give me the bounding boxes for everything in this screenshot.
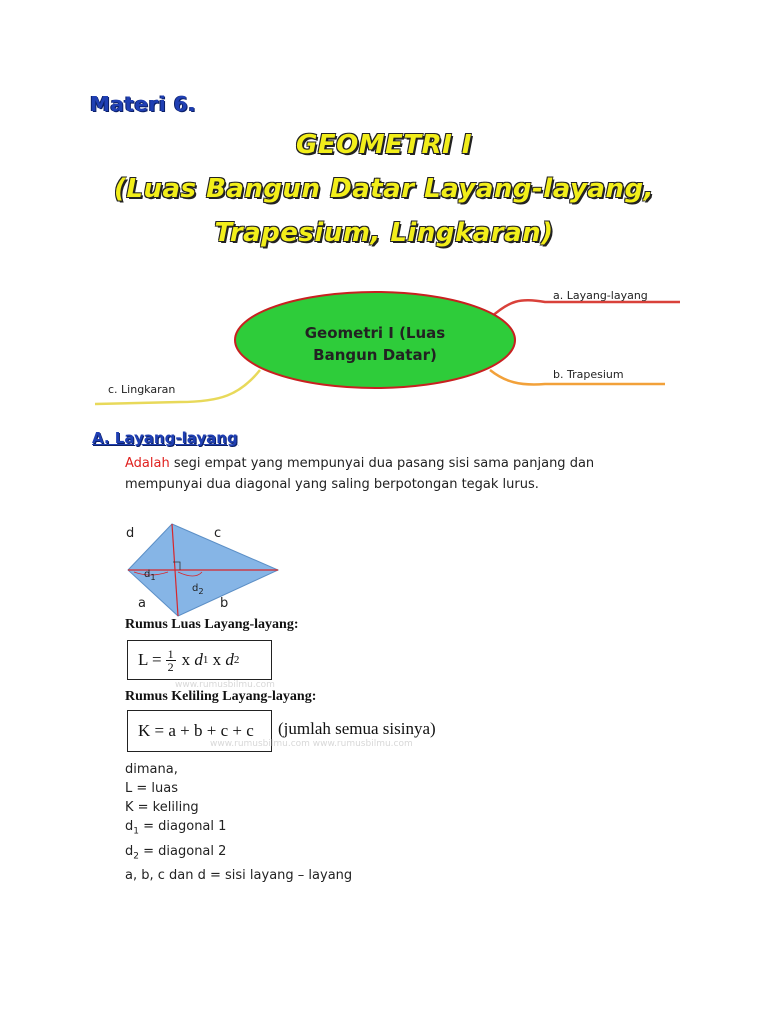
kite-label-d: d — [126, 526, 135, 541]
luas-formula-box: L = $\frac{1}{2}$ x d 1 x d 2 — [127, 640, 272, 680]
def-sides: a, b, c dan d = sisi layang – layang — [125, 868, 353, 884]
branch-a-label: a. Layang-layang — [553, 289, 648, 302]
kite-label-c: c — [214, 526, 222, 541]
branch-a-line — [490, 300, 680, 318]
section-heading: A. Layang-layang — [92, 429, 238, 447]
luas-title: Rumus Luas Layang-layang: — [125, 617, 299, 632]
kite-label-a: a — [138, 596, 146, 611]
keliling-note: (jumlah semua sisinya) — [278, 719, 436, 738]
branch-b-label: b. Trapesium — [553, 368, 624, 381]
kite-label-d2: $d_2$ — [192, 583, 204, 596]
def-intro: dimana, — [125, 762, 178, 777]
kite-label-b: b — [220, 596, 229, 611]
luas-watermark: www.rumusbilmu.com — [175, 680, 275, 690]
def-d2: $d_2$ = diagonal 2 — [125, 843, 227, 862]
def-k: K = keliling — [125, 800, 199, 815]
branch-c-label: c. Lingkaran — [108, 383, 176, 396]
materi-heading: Materi 6. — [90, 92, 197, 116]
def-l: L = luas — [125, 781, 178, 796]
half-fraction: $\frac{1}{2}$ — [167, 646, 174, 674]
def-d1: $d_1$ = diagonal 1 — [125, 819, 227, 837]
title-line-1: GEOMETRI I — [296, 130, 472, 160]
keliling-formula-box: K = a + b + c + c — [127, 710, 272, 752]
title-line-3: Trapesium, Lingkaran) — [214, 218, 554, 248]
kite-label-d1: $d_1$ — [144, 569, 156, 582]
title-line-2: (Luas Bangun Datar Layang-layang, — [114, 174, 654, 204]
definition-paragraph: Adalah segi empat yang mempunyai dua pasang sisi sama panjang dan mempunyai dua diagonal yang saling berpotongan tegak lurus. — [125, 456, 595, 492]
highlight-word: Adalah — [125, 456, 170, 471]
definitions-list — [125, 760, 352, 885]
keliling-watermark: www.rumusbilmu.com www.rumusbilmu.com — [210, 739, 413, 749]
mindmap-center-label: Geometri I (Luas Bangun Datar) — [304, 324, 446, 364]
keliling-title: Rumus Keliling Layang-layang: — [125, 689, 317, 704]
